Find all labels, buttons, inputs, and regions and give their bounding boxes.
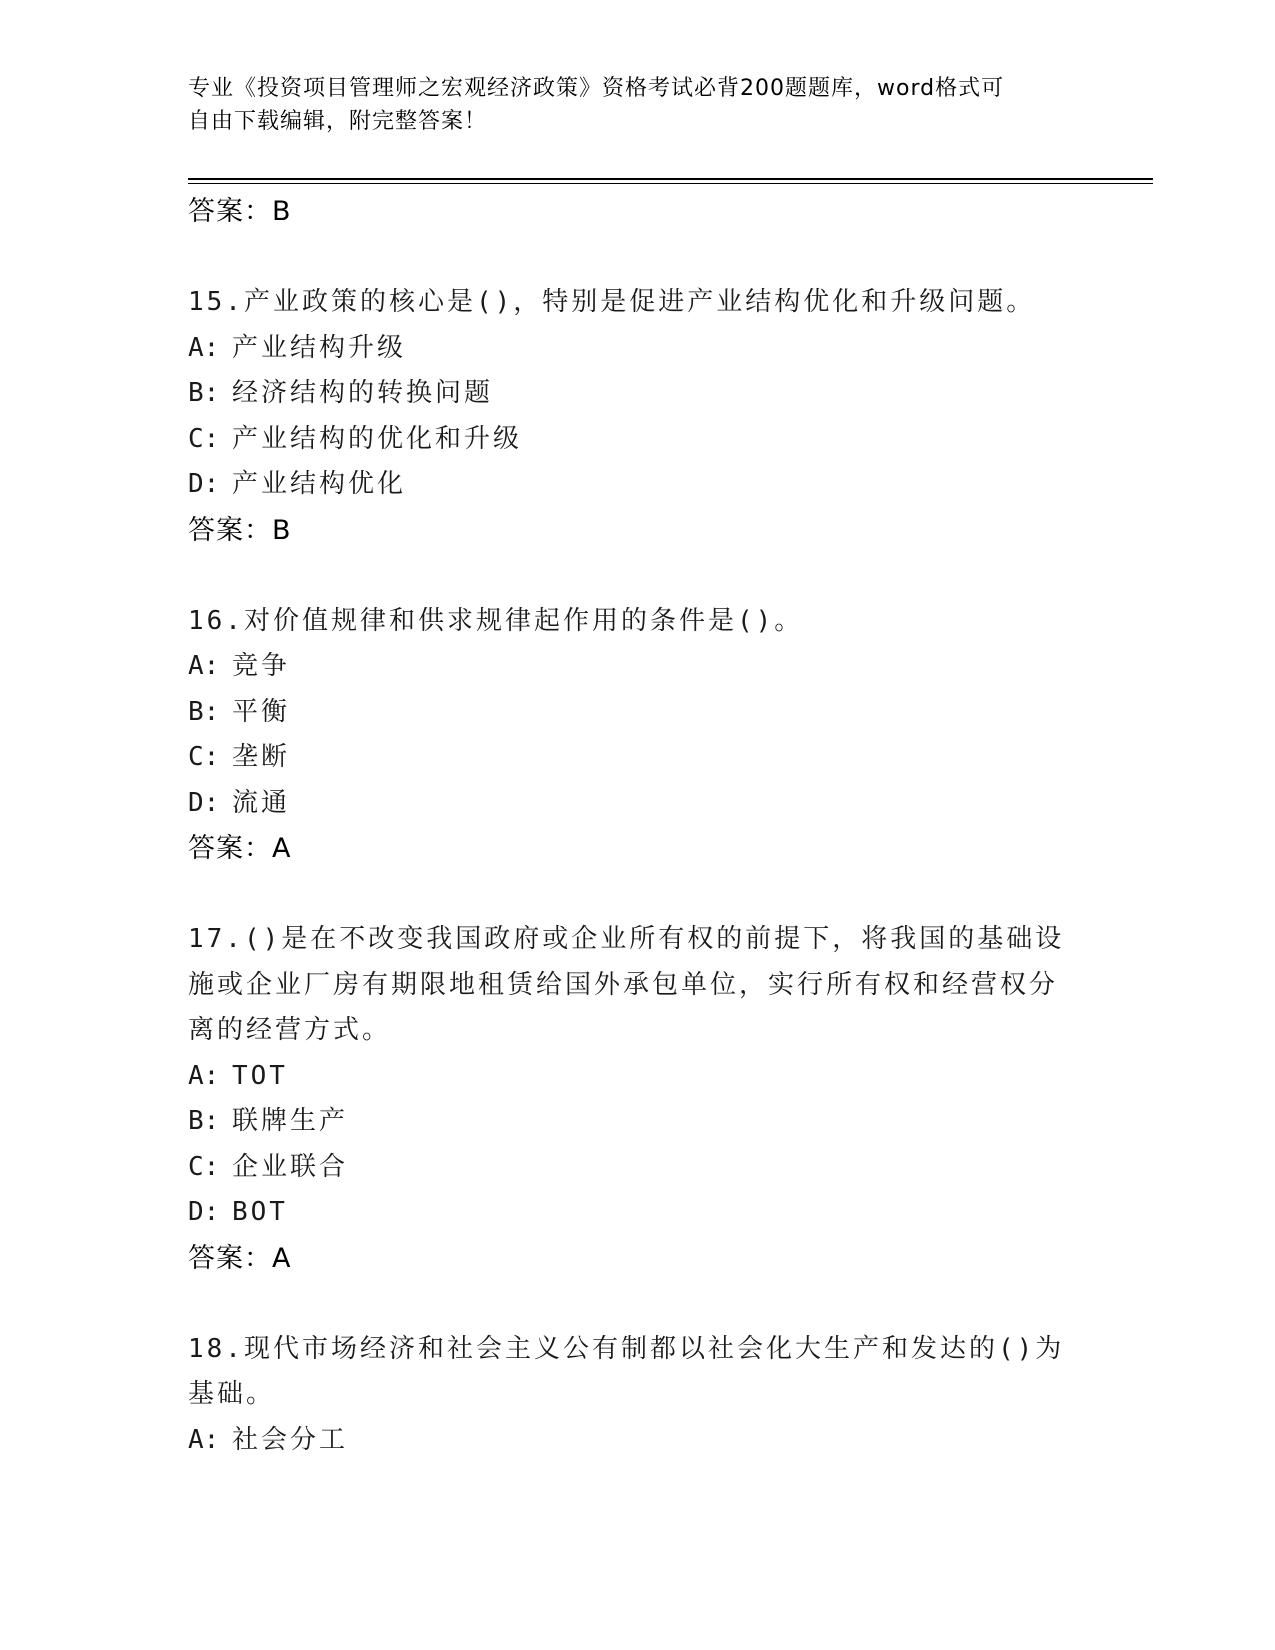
option-text: 经济结构的转换问题 xyxy=(232,378,494,408)
spacer xyxy=(188,553,1068,599)
document-header xyxy=(188,72,1068,138)
option-b xyxy=(188,371,1068,417)
spacer xyxy=(188,234,1068,280)
question-block xyxy=(188,917,1068,1281)
option-letter: D: xyxy=(188,469,220,499)
option-text: 联牌生产 xyxy=(232,1106,349,1136)
option-text: 产业结构升级 xyxy=(232,332,407,363)
option-text: TOT xyxy=(232,1060,288,1091)
question-text: 17.()是在不改变我国政府或企业所有权的前提下，将我国的基础设施或企业厂房有期限地租赁给国外承包单位，实行所有权和经营权分离的经营方式。 xyxy=(188,924,1065,1045)
option-letter: B: xyxy=(188,696,220,727)
option-a xyxy=(188,1054,1068,1100)
option-text: 产业结构优化 xyxy=(232,469,407,499)
question-block xyxy=(188,599,1068,872)
option-letter: A: xyxy=(188,651,220,681)
option-d xyxy=(188,781,1068,827)
answer-line: 答案：B xyxy=(188,196,292,227)
option-text: 垄断 xyxy=(232,742,291,772)
header-divider-thick xyxy=(188,178,1153,180)
option-b xyxy=(188,690,1068,736)
option-letter: A: xyxy=(188,332,220,363)
option-d xyxy=(188,462,1068,508)
answer-line: 答案：A xyxy=(188,1242,292,1274)
answer-line: 答案：B xyxy=(188,514,292,546)
option-a xyxy=(188,644,1068,690)
option-text: 流通 xyxy=(232,787,291,818)
option-letter: C: xyxy=(188,742,220,772)
option-letter: D: xyxy=(188,787,220,818)
question-text: 15.产业政策的核心是()，特别是促进产业结构优化和升级问题。 xyxy=(188,287,1036,317)
option-c xyxy=(188,735,1068,781)
option-text: 平衡 xyxy=(232,696,291,727)
option-text: 企业联合 xyxy=(232,1151,349,1182)
option-c xyxy=(188,1145,1068,1191)
spacer xyxy=(188,871,1068,917)
option-letter: A: xyxy=(188,1424,220,1455)
question-text: 16.对价值规律和供求规律起作用的条件是()。 xyxy=(188,605,804,636)
option-b xyxy=(188,1099,1068,1145)
option-text: BOT xyxy=(232,1197,288,1227)
option-letter: C: xyxy=(188,1151,220,1182)
option-c xyxy=(188,417,1068,463)
option-letter: A: xyxy=(188,1060,220,1091)
option-text: 社会分工 xyxy=(232,1424,349,1455)
question-text: 18.现代市场经济和社会主义公有制都以社会化大生产和发达的()为基础。 xyxy=(188,1333,1065,1409)
option-a xyxy=(188,1418,1068,1464)
question-block xyxy=(188,280,1068,553)
option-letter: C: xyxy=(188,423,220,454)
answer-line: 答案：A xyxy=(188,833,292,864)
option-letter: D: xyxy=(188,1197,220,1227)
header-line-1: 专业《投资项目管理师之宏观经济政策》资格考试必背200题题库，word格式可 xyxy=(188,76,1005,101)
header-divider-thin xyxy=(188,183,1153,184)
question-list xyxy=(188,189,1068,1463)
header-line-2: 自由下载编辑，附完整答案！ xyxy=(188,109,488,134)
option-d xyxy=(188,1190,1068,1236)
option-text: 竞争 xyxy=(232,651,291,681)
option-letter: B: xyxy=(188,378,220,408)
question-block xyxy=(188,1327,1068,1464)
option-letter: B: xyxy=(188,1106,220,1136)
option-text: 产业结构的优化和升级 xyxy=(232,423,523,454)
spacer xyxy=(188,1281,1068,1327)
option-a xyxy=(188,326,1068,372)
